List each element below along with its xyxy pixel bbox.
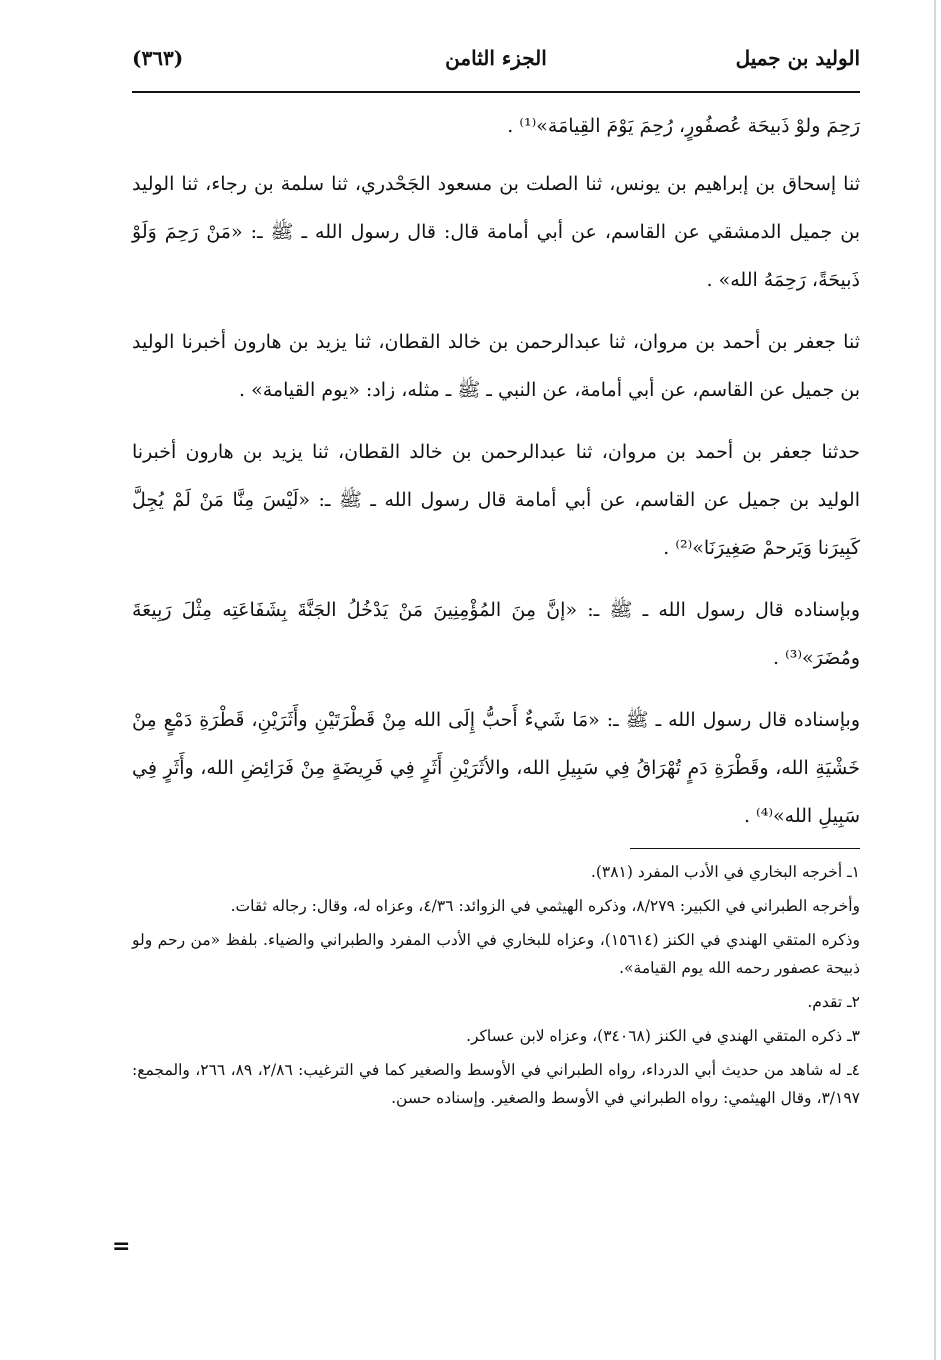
footnote: ٤ـ له شاهد من حديث أبي الدرداء، رواه الطبراني في الأوسط والصغير كما في الترغيب: ٢/٨٦، ٨٩، ٢٦٦، والمجمع: ٣/١٩٧، وقال الهيثمي: رواه الطبراني في الأوسط والصغير. وإسناده حسن. [132,1061,860,1107]
running-title: الوليد بن جميل [735,46,860,70]
continuation-mark: = [112,1234,131,1259]
footnote-divider [630,848,860,849]
header-rule [132,91,860,93]
footnote: ١ـ أخرجه البخاري في الأدب المفرد (٣٨١). [590,863,860,881]
volume-label: الجزء الثامن [445,46,547,70]
page-edge [934,0,936,1360]
paragraph: وبإسناده قال رسول الله ـ ﷺ ـ: «مَا شَيءٌ أَحبُّ إِلَى الله مِنْ قَطْرَتَيْنِ وأَثَرَيْنِ، قَطْرَةِ دَمْعٍ مِنْ خَشْيَةِ الله، وقَطْرَةِ دَمٍ تُهْرَاقُ فِي سَبِيلِ الله، والأثَرَيْنِ أَثَرٍ فِي فَرِيضَةٍ مِنْ فَرَائِضِ الله، وأَثَرٍ فِي سَبِيلِ الله»⁽⁴⁾ . [132,709,860,827]
footnote: وذكره المتقي الهندي في الكنز (١٥٦١٤)، وعزاه للبخاري في الأدب المفرد والطبراني والضياء. بلفظ «من رحم ولو ذبيحة عصفور رحمه الله يوم القيامة». [132,931,860,977]
footnote: ٢ـ تقدم. [807,993,860,1011]
paragraph: وبإسناده قال رسول الله ـ ﷺ ـ: «إنَّ مِنَ المُؤْمِنِينَ مَنْ يَدْخُلُ الجَنَّةَ بِشَفَاعَتِه مِثْلَ رَبِيعَةَ ومُضَرَ»⁽³⁾ . [132,599,860,669]
footnote: وأخرجه الطبراني في الكبير: ٨/٢٧٩، وذكره الهيثمي في الزوائد: ٤/٣٦، وعزاه له، وقال: رجاله ثقات. [230,897,860,915]
footnote: ٣ـ ذكره المتقي الهندي في الكنز (٣٤٠٦٨)، وعزاه لابن عساكر. [466,1027,860,1045]
paragraph: ثنا إسحاق بن إبراهيم بن يونس، ثنا الصلت بن مسعود الجَحْدري، ثنا سلمة بن رجاء، ثنا الوليد بن جميل الدمشقي عن القاسم، عن أبي أمامة قال: قال رسول الله ـ ﷺ ـ: «مَنْ رَحِمَ وَلَوْ ذَبيحَةً، رَحِمَهُ الله» . [132,173,860,291]
paragraph: حدثنا جعفر بن أحمد بن مروان، ثنا عبدالرحمن بن خالد القطان، ثنا يزيد بن هارون أخبرنا الوليد بن جميل عن القاسم، عن أبي أمامة قال رسول الله ـ ﷺ ـ: «لَيْسَ مِنَّا مَنْ لَمْ يُجِلَّ كَبِيرَنا وَيَرحمْ صَغِيرَنَا»⁽²⁾ . [132,441,860,559]
page-header [132,44,860,84]
main-text [132,102,860,854]
paragraph: رَحِمَ ولوْ ذَبيحَة عُصفُورٍ، رُحِمَ يَوْمَ القِيامَة»⁽¹⁾ . [507,115,860,137]
page-number: (٣٦٣) [132,46,184,70]
paragraph: ثنا جعفر بن أحمد بن مروان، ثنا عبدالرحمن بن خالد القطان، ثنا يزيد بن هارون أخبرنا الوليد بن جميل عن القاسم، عن أبي أمامة، عن النبي ـ ﷺ ـ مثله، زاد: «يوم القيامة» . [132,331,860,401]
footnotes [132,858,860,1118]
